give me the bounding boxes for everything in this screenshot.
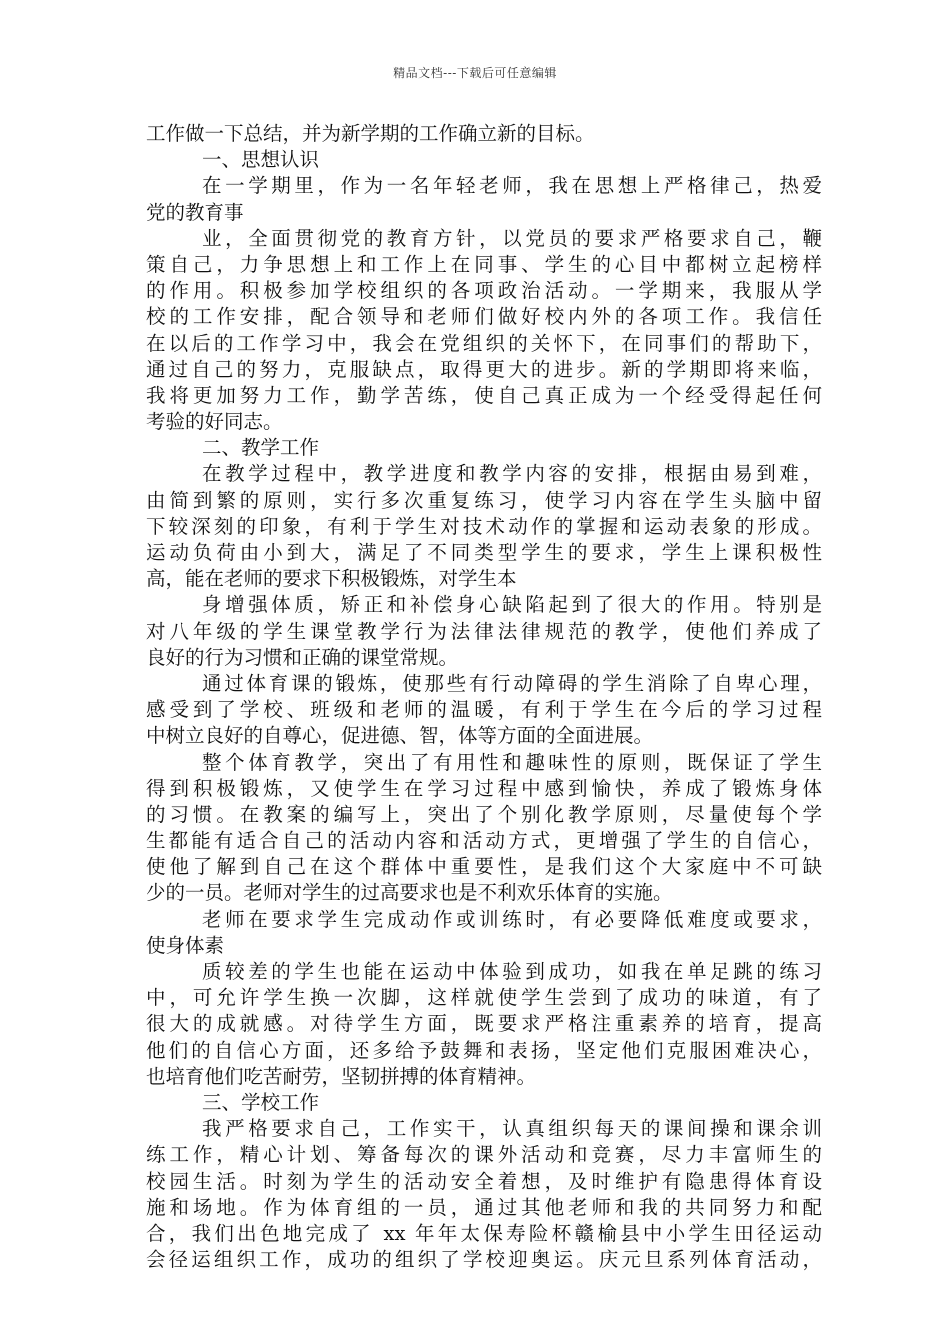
text-line: 校的工作安排，配合领导和老师们做好校内外的各项工作。我信任: [146, 305, 822, 329]
text-line: 下较深刻的印象，有利于学生对技术动作的掌握和运动表象的形成。: [146, 514, 822, 538]
text-line: 工作做一下总结，并为新学期的工作确立新的目标。: [146, 122, 595, 145]
text-line: 对八年级的学生课堂教学行为法律法律规范的教学，使他们养成了: [146, 619, 822, 643]
text-line: 生都能有适合自己的活动内容和活动方式，更增强了学生的自信心，: [146, 829, 822, 853]
text-line: 一、思想认识: [202, 148, 320, 172]
text-line: 的习惯。在教案的编写上，突出了个别化教学原则，尽量使每个学: [146, 802, 822, 826]
text-line: 感受到了学校、班级和老师的温暖，有利于学生在今后的学习过程: [146, 698, 822, 722]
text-line: 质较差的学生也能在运动中体验到成功，如我在单足跳的练习: [202, 960, 822, 983]
text-line: 身增强体质，矫正和补偿身心缺陷起到了很大的作用。特别是: [202, 593, 822, 617]
page-header: 精品文档---下载后可任意编辑: [393, 66, 557, 80]
text-line: 中，可允许学生换一次脚，这样就使学生尝到了成功的味道，有了: [146, 986, 822, 1010]
text-line: 合，我们出色地完成了 xx 年年太保寿险杯赣榆县中小学生田径运动: [146, 1221, 822, 1245]
text-line: 的作用。积极参加学校组织的各项政治活动。一学期来，我服从学: [146, 279, 822, 303]
text-line: 策自己，力争思想上和工作上在同事、学生的心目中都树立起榜样: [146, 252, 822, 276]
document-body: [146, 121, 822, 1273]
text-line: 党的教育事: [146, 200, 244, 224]
text-line: 施和场地。作为体育组的一员，通过其他老师和我的共同努力和配: [146, 1195, 822, 1219]
text-line: 使他了解到自己在这个群体中重要性，是我们这个大家庭中不可缺: [146, 855, 822, 879]
text-line: 使身体素: [146, 933, 225, 957]
text-line: 少的一员。老师对学生的过高要求也是不利欢乐体育的实施。: [146, 881, 673, 905]
text-line: 他们的自信心方面，还多给予鼓舞和表扬，坚定他们克服困难决心，: [146, 1038, 822, 1062]
text-line: 在以后的工作学习中，我会在党组织的关怀下，在同事们的帮助下，: [146, 331, 822, 355]
text-line: 会径运组织工作，成功的组织了学校迎奥运。庆元旦系列体育活动，: [146, 1248, 822, 1272]
text-line: 二、教学工作: [202, 436, 320, 460]
text-line: 校园生活。时刻为学生的活动安全着想，及时维护有隐患得体育设: [146, 1169, 822, 1193]
text-line: 很大的成就感。对待学生方面，既要求严格注重素养的培育，提高: [146, 1012, 822, 1036]
text-line: 得到积极锻炼，又使学生在学习过程中感到愉快，养成了锻炼身体: [146, 776, 822, 800]
text-line: 通过体育课的锻炼，使那些有行动障碍的学生消除了自卑心理，: [202, 671, 822, 695]
text-line: 我将更加努力工作，勤学苦练，使自己真正成为一个经受得起任何: [146, 383, 822, 407]
text-line: 良好的行为习惯和正确的课堂常规。: [146, 645, 459, 669]
text-line: 练工作，精心计划、筹备每次的课外活动和竞赛，尽力丰富师生的: [146, 1143, 822, 1167]
text-line: 老师在要求学生完成动作或训练时，有必要降低难度或要求，: [202, 907, 822, 931]
text-line: 考验的好同志。: [146, 410, 283, 434]
text-line: 由简到繁的原则，实行多次重复练习，使学习内容在学生头脑中留: [146, 488, 822, 512]
text-line: 整个体育教学，突出了有用性和趣味性的原则，既保证了学生: [202, 750, 822, 774]
text-line: 三、学校工作: [202, 1090, 320, 1114]
text-line: 业，全面贯彻党的教育方针，以党员的要求严格要求自己，鞭: [202, 226, 822, 250]
text-line: 在一学期里，作为一名年轻老师，我在思想上严格律己，热爱: [202, 174, 822, 198]
text-line: 我严格要求自己，工作实干，认真组织每天的课间操和课余训: [202, 1117, 822, 1141]
text-line: 运动负荷由小到大，满足了不同类型学生的要求，学生上课积极性: [146, 541, 822, 564]
text-line: 高，能在老师的要求下积极锻炼，对学生本: [146, 567, 517, 591]
text-line: 也培育他们吃苦耐劳，坚韧拼搏的体育精神。: [146, 1064, 537, 1088]
text-line: 通过自己的努力，克服缺点，取得更大的进步。新的学期即将来临，: [146, 357, 822, 381]
text-line: 在教学过程中，教学进度和教学内容的安排，根据由易到难，: [202, 462, 822, 486]
text-line: 中树立良好的自尊心，促进德、智，体等方面的全面进展。: [146, 724, 654, 748]
